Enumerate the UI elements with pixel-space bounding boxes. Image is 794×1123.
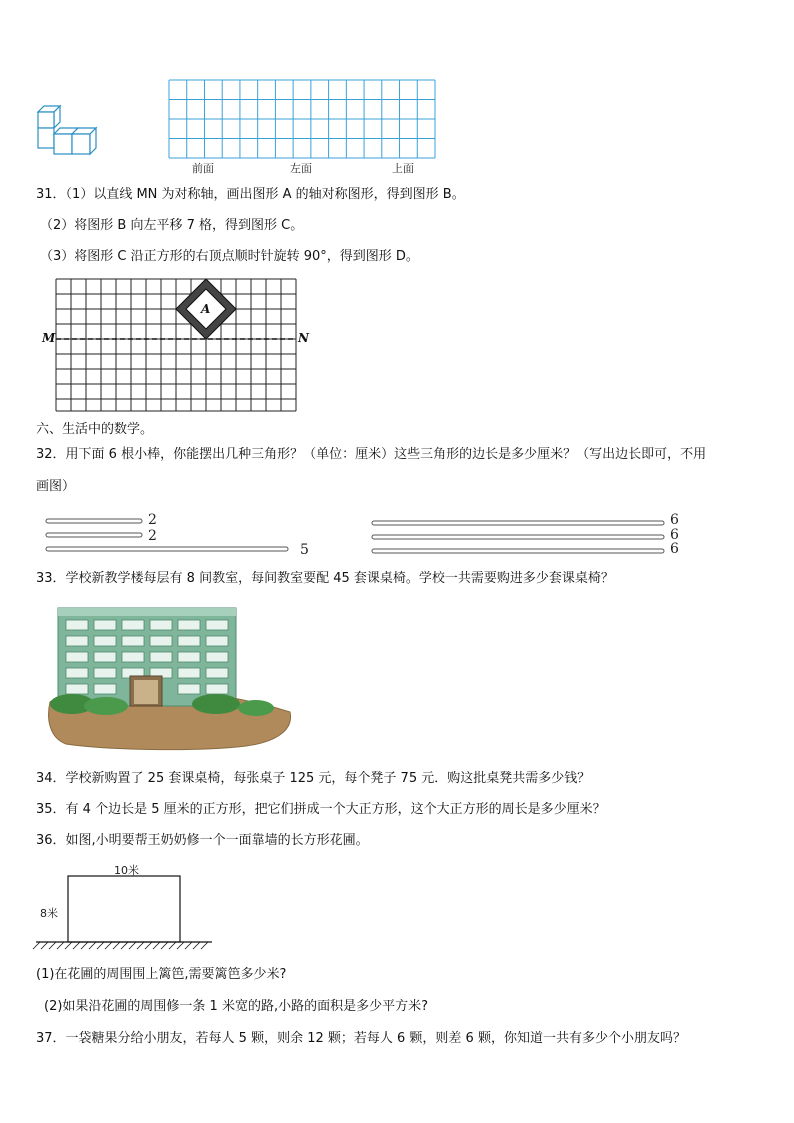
label-n: N xyxy=(298,331,309,345)
question-32-line2: 画图） xyxy=(36,479,76,494)
question-31-part3: （3）将图形 C 沿正方形的右顶点顺时针旋转 90°，得到图形 D。 xyxy=(40,249,419,264)
symmetry-grid xyxy=(56,279,296,411)
cube-stack-figure xyxy=(36,100,106,160)
garden-width-label: 10米 xyxy=(114,864,139,877)
question-31-part2: （2）将图形 B 向左平移 7 格，得到图形 C。 xyxy=(40,218,304,233)
label-left-view: 左面 xyxy=(290,162,312,175)
label-top-view: 上面 xyxy=(392,162,414,175)
sticks-right xyxy=(372,515,668,555)
question-36-sub1: (1)在花圃的周围围上篱笆,需要篱笆多少米? xyxy=(36,967,287,982)
stick-label-2: 2 xyxy=(148,528,157,544)
garden-height-label: 8米 xyxy=(40,907,58,920)
stick-label-6: 6 xyxy=(670,541,679,557)
garden-figure xyxy=(36,872,216,962)
question-37: 37．一袋糖果分给小朋友，若每人 5 颗，则余 12 颗；若每人 6 颗，则差 6 颗，你知道一共有多少个小朋友吗？ xyxy=(36,1031,686,1046)
question-34: 34．学校新购置了 25 套课桌椅，每张桌子 125 元，每个凳子 75 元．购这批桌凳共需多少钱？ xyxy=(36,771,591,786)
stick-label-5: 6 xyxy=(670,527,679,543)
stick-label-1: 2 xyxy=(148,512,157,528)
section-6-heading: 六、生活中的数学。 xyxy=(36,422,154,437)
view-grid xyxy=(169,80,435,158)
label-front-view: 前面 xyxy=(192,162,214,175)
stick-label-3: 5 xyxy=(300,542,309,558)
question-33: 33．学校新教学楼每层有 8 间教室，每间教室要配 45 套课桌椅。学校一共需要购进多少套课桌椅？ xyxy=(36,571,614,586)
label-m: M xyxy=(42,331,56,345)
question-36-sub2: (2)如果沿花圃的周围修一条 1 米宽的路,小路的面积是多少平方米? xyxy=(44,999,428,1014)
label-a: A xyxy=(201,302,211,316)
school-building-illustration xyxy=(46,602,298,752)
stick-label-4: 6 xyxy=(670,512,679,528)
question-35: 35．有 4 个边长是 5 厘米的正方形，把它们拼成一个大正方形，这个大正方形的周长是多少厘米？ xyxy=(36,802,606,817)
sticks-left xyxy=(46,515,296,555)
question-36: 36．如图,小明要帮王奶奶修一个一面靠墙的长方形花圃。 xyxy=(36,833,369,848)
question-31-part1: 31．（1）以直线 MN 为对称轴，画出图形 A 的轴对称图形，得到图形 B。 xyxy=(36,187,465,202)
question-32-line1: 32．用下面 6 根小棒，你能摆出几种三角形？（单位：厘米）这些三角形的边长是多少厘米？（写出边长即可，不用 xyxy=(36,447,707,462)
